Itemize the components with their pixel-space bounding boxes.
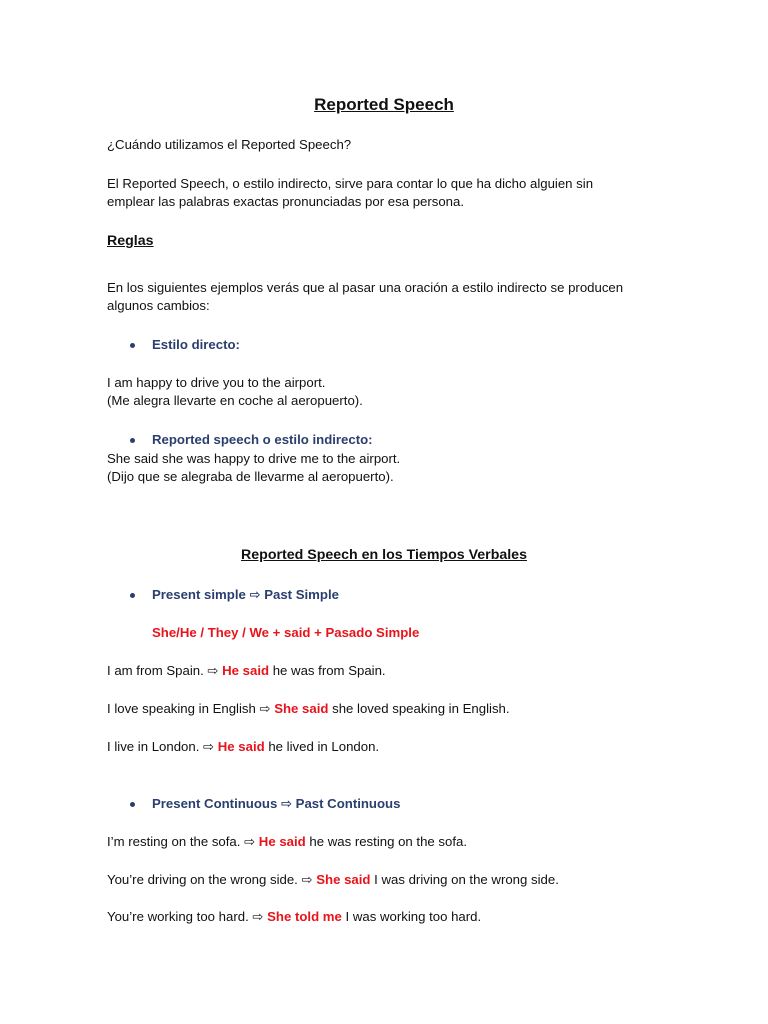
example-highlight: She said (316, 872, 371, 887)
page-title: Reported Speech (314, 95, 454, 114)
example-prefix: I am from Spain. ⇨ (107, 663, 223, 678)
intro-line-2: emplear las palabras exactas pronunciadas por esa persona. (107, 194, 465, 209)
example-prefix: You’re driving on the wrong side. ⇨ (107, 872, 317, 887)
reported-example-line-2: (Dijo que se alegraba de llevarme al aeropuerto). (107, 469, 394, 484)
example-suffix: he was from Spain. (269, 663, 386, 678)
continuous-example-2 (107, 871, 559, 889)
bullet-dot-icon (130, 343, 135, 348)
intro-line-1: El Reported Speech, o estilo indirecto, sirve para contar lo que ha dicho alguien sin (107, 176, 594, 191)
question-text: ¿Cuándo utilizamos el Reported Speech? (107, 137, 352, 152)
direct-example-line-1: I am happy to drive you to the airport. (107, 375, 326, 390)
continuous-example-3 (107, 908, 481, 926)
example-prefix: I live in London. ⇨ (107, 739, 218, 754)
bullet-direct-label: Estilo directo: (152, 337, 240, 352)
rules-heading: Reglas (107, 233, 154, 249)
example-prefix: I’m resting on the sofa. ⇨ (107, 834, 259, 849)
example-suffix: I was driving on the wrong side. (370, 872, 559, 887)
example-highlight: He said (258, 834, 306, 849)
bullet-dot-icon (130, 802, 135, 807)
bullet-reported (130, 431, 373, 449)
simple-example-3 (107, 738, 379, 756)
example-highlight: He said (217, 739, 265, 754)
tenses-heading: Reported Speech en los Tiempos Verbales (241, 547, 527, 563)
bullet-reported-label: Reported speech o estilo indirecto: (152, 432, 373, 447)
bullet-direct (130, 336, 240, 354)
example-highlight: She said (274, 701, 329, 716)
example-suffix: he was resting on the sofa. (305, 834, 467, 849)
example-suffix: he lived in London. (264, 739, 380, 754)
rules-intro-line-2: algunos cambios: (107, 298, 210, 313)
bullet-present-simple (130, 586, 339, 604)
simple-example-1 (107, 662, 386, 680)
example-highlight: She told me (267, 909, 342, 924)
continuous-example-1 (107, 833, 467, 851)
rules-intro-line-1: En los siguientes ejemplos verás que al pasar una oración a estilo indirecto se producen (107, 280, 624, 295)
present-continuous-label: Present Continuous ⇨ Past Continuous (152, 796, 401, 811)
example-prefix: I love speaking in English ⇨ (107, 701, 275, 716)
example-suffix: I was working too hard. (341, 909, 482, 924)
bullet-dot-icon (130, 438, 135, 443)
formula-text: She/He / They / We + said + Pasado Simple (152, 625, 420, 640)
bullet-present-continuous (130, 795, 400, 813)
present-simple-label: Present simple ⇨ Past Simple (152, 587, 339, 602)
direct-example-line-2: (Me alegra llevarte en coche al aeropuerto). (107, 393, 363, 408)
reported-example-line-1: She said she was happy to drive me to the airport. (107, 451, 401, 466)
example-prefix: You’re working too hard. ⇨ (107, 909, 268, 924)
simple-example-2 (107, 700, 510, 718)
bullet-dot-icon (130, 593, 135, 598)
example-highlight: He said (222, 663, 270, 678)
example-suffix: she loved speaking in English. (328, 701, 510, 716)
